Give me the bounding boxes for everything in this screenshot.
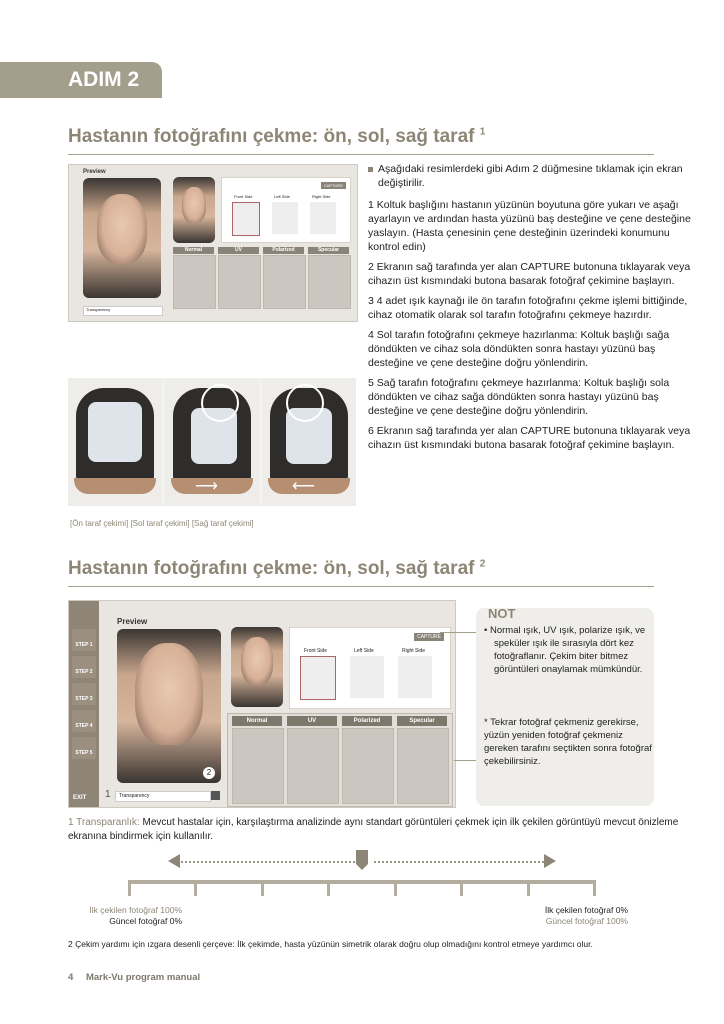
step-banner: ADIM 2 [0, 62, 162, 98]
step-paragraph: 1 Koltuk başlığını hastanın yüzünün boyutuna göre yukarı ve aşağı ayarlayın ve ardından hasta yüzünü baş desteğine ve çene desteğine yaslayın. (Hasta çenesinin çene desteğinin üzerindeki konumunu kontrol edin) [368, 199, 691, 253]
transparency-label: Transparency [86, 307, 111, 312]
dotted-line-right [374, 861, 544, 863]
section1-sup: 1 [479, 126, 486, 138]
note-bullet: • Normal ışık, UV ışık, polarize ışık, ve speküler ışık ile sırasıyla dört kez fotoğraflanır. Çekim biter bitmez görüntüleri onaylamak mümkündür. [484, 625, 646, 675]
panel-polarized [263, 255, 306, 309]
preview-photo [83, 178, 161, 298]
note-box [476, 608, 654, 806]
section1-rule [68, 154, 654, 155]
panel-normal [173, 255, 216, 309]
right-current-photo: Güncel fotoğraf 100% [545, 916, 628, 926]
device-right-photo [262, 378, 356, 506]
light-panels [173, 247, 349, 307]
left-silhouette-icon [350, 656, 384, 698]
section1-heading [68, 126, 485, 148]
app-screenshot-1 [68, 164, 358, 322]
arrow-left-icon [168, 854, 180, 868]
panel-polarized [342, 728, 394, 804]
device-front-photo [68, 378, 162, 506]
connector-line [454, 760, 476, 761]
panel-normal [232, 728, 284, 804]
panel-normal-label: Normal [232, 716, 282, 726]
scale-right-label [528, 905, 628, 927]
panel-specular [397, 728, 449, 804]
preview-label: Preview [117, 617, 148, 626]
view-left[interactable]: Left Side [354, 648, 374, 654]
panel-uv [287, 728, 339, 804]
thumbnail-face [182, 187, 206, 223]
dotted-line-left [178, 861, 358, 863]
bullet-icon [368, 167, 373, 172]
right-silhouette-icon [398, 656, 432, 698]
step3-button[interactable]: STEP 3 [72, 683, 96, 705]
grid-toggle-icon[interactable] [211, 791, 220, 800]
transparency-slider[interactable] [115, 791, 211, 802]
capture-button[interactable]: CAPTURE [321, 182, 346, 189]
right-first-photo: İlk çekilen fotoğraf 0% [544, 905, 628, 915]
step2-button[interactable]: STEP 2 [72, 656, 96, 678]
light-panels [227, 713, 453, 807]
arrow-left-icon: ⟵ [292, 478, 315, 495]
front-silhouette-icon [300, 656, 336, 700]
panel-polarized-label: Polarized [263, 247, 304, 254]
panel-uv-label: UV [287, 716, 337, 726]
step-paragraph: 6 Ekranın sağ tarafında yer alan CAPTURE butonuna tıklayarak veya cihazın üst kısmındaki butona basarak fotoğraf çekimine başlayın. [368, 425, 691, 451]
panel-specular-label: Specular [308, 247, 349, 254]
right-silhouette-icon [310, 202, 336, 234]
left-silhouette-icon [272, 202, 298, 234]
view-selector [221, 177, 351, 243]
thumbnail-face [241, 637, 273, 685]
page-number: 4 [68, 972, 74, 983]
grid-note: 2 Çekim yardımı için ızgara desenli çerçeve: İlk çekimde, hasta yüzünün simetrik olarak doğru olup olmadığını kontrol etmeye yardımcı olur. [68, 939, 593, 949]
scale-bar [128, 880, 596, 884]
transparency-term: 1 Transparanlık: [68, 817, 140, 828]
patient-face [97, 194, 147, 264]
preview-photo [117, 629, 221, 783]
preview-label: Preview [83, 169, 106, 175]
arrow-right-icon: ⟶ [195, 478, 218, 495]
transparency-marker: 1 [105, 789, 111, 800]
view-front[interactable]: Front Side [304, 648, 328, 654]
step1-button[interactable]: STEP 1 [72, 629, 96, 651]
panel-normal-label: Normal [173, 247, 214, 254]
section1-heading-text: Hastanın fotoğrafını çekme: ön, sol, sağ taraf [68, 126, 475, 147]
step-paragraph: 2 Ekranın sağ tarafında yer alan CAPTURE butonuna tıklayarak veya cihazın üst kısmındaki butona basarak fotoğraf çekimine başlayın. [368, 261, 691, 287]
view-selector [289, 627, 451, 709]
section2-heading [68, 558, 485, 580]
intro-text: Aşağıdaki resimlerdeki gibi Adım 2 düğmesine tıklamak için ekran değiştirilir. [368, 162, 698, 190]
transparency-label: Transparency [119, 793, 150, 799]
left-current-photo: Güncel fotoğraf 0% [109, 916, 182, 926]
transparency-explanation [68, 816, 700, 844]
section1-text [368, 162, 698, 458]
highlight-circle-icon [201, 384, 239, 422]
step-paragraph: 3 4 adet ışık kaynağı ile ön tarafın fotoğrafını çekme işlemi bittiğinde, cihaz otomatik olarak sol tarafın fotoğrafını çekmeye hazırdır. [368, 295, 688, 321]
step-sidebar [69, 601, 99, 807]
left-first-photo: İlk çekilen fotoğraf 100% [89, 905, 182, 915]
manual-title: Mark-Vu program manual [85, 972, 201, 983]
connector-line [440, 632, 476, 633]
note-title: NOT [488, 606, 516, 621]
capture-button[interactable]: CAPTURE [414, 633, 444, 641]
thumbnail-photo [173, 177, 215, 243]
slider-handle-icon [356, 850, 368, 864]
panel-uv [218, 255, 261, 309]
transparency-description: Mevcut hastalar için, karşılaştırma analizinde aynı standart görüntüleri çekmek için ilk çekilen görüntüyü mevcut önizleme ekranına bindirmek için kullanılır. [68, 817, 679, 842]
transparency-scale [128, 850, 596, 900]
view-right[interactable]: Right Side [402, 648, 426, 654]
panel-polarized-label: Polarized [342, 716, 392, 726]
footer [68, 972, 200, 983]
thumbnail-photo [231, 627, 283, 707]
note-extra: * Tekrar fotoğraf çekmeniz gerekirse, yüzün yeniden fotoğraf çekmeniz gereken tarafını seçtikten sonra fotoğraf çekebilirsiniz. [484, 717, 652, 767]
app-screenshot-2 [68, 600, 456, 808]
slider-pointer-icon [356, 864, 368, 870]
section2-sup: 2 [479, 558, 486, 570]
section2-rule [68, 586, 654, 587]
highlight-circle-icon [286, 384, 324, 422]
step-paragraph: 5 Sağ tarafın fotoğrafını çekmeye hazırlanma: Koltuk başlığı sola döndükten ve cihaz sağa döndükten sonra hastayı yüzünü baş desteğine ve çene desteğine doğru yönlendirin. [368, 377, 670, 417]
panel-specular [308, 255, 351, 309]
arrow-right-icon [544, 854, 556, 868]
step-paragraph: 4 Sol tarafın fotoğrafını çekmeye hazırlanma: Koltuk başlığı sağa döndükten ve cihaz sola döndükten sonra hastayı yüzünü baş desteğine ve çene desteğine doğru yönlendirin. [368, 329, 670, 369]
view-left[interactable]: Left Side [274, 194, 290, 199]
grid-marker: 2 [203, 767, 215, 779]
step4-button[interactable]: STEP 4 [72, 710, 96, 732]
view-right[interactable]: Right Side [312, 194, 331, 199]
step5-button[interactable]: STEP 5 [72, 737, 96, 759]
patient-face [135, 643, 203, 745]
view-front[interactable]: Front Side [234, 194, 253, 199]
panel-specular-label: Specular [397, 716, 447, 726]
section2-heading-text: Hastanın fotoğrafını çekme: ön, sol, sağ taraf [68, 558, 475, 579]
transparency-slider[interactable] [83, 306, 163, 316]
photo-caption: [Ön taraf çekimi] [Sol taraf çekimi] [Sağ taraf çekimi] [70, 519, 254, 528]
scale-left-label [82, 905, 182, 927]
front-silhouette-icon [232, 202, 260, 236]
exit-button[interactable]: EXIT [73, 795, 87, 801]
device-photos [68, 378, 356, 506]
panel-uv-label: UV [218, 247, 259, 254]
device-left-photo [165, 378, 259, 506]
